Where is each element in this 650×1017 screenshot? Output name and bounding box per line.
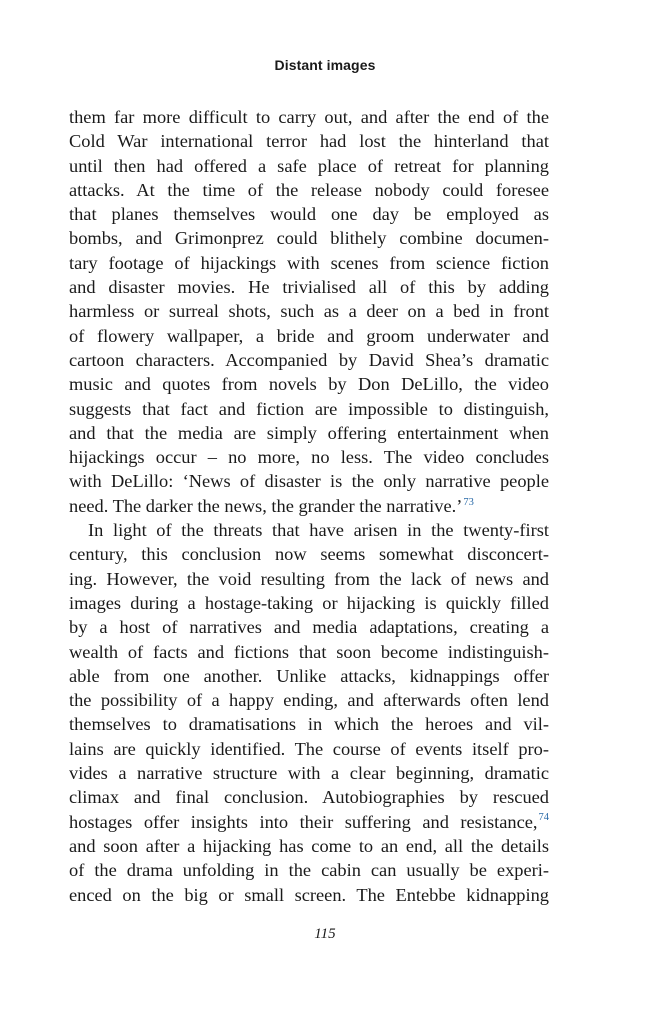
text-line: cartoon characters. Accompanied by David Shea’s dramatic: [69, 349, 549, 370]
text-line: and soon after a hijacking has come to an end, all the details: [69, 835, 549, 856]
text-line: the possibility of a happy ending, and afterwards often lend: [69, 690, 549, 711]
text-line: hijackings occur – no more, no less. The video concludes: [69, 447, 549, 468]
text-line: vides a narrative structure with a clear beginning, dramatic: [69, 763, 549, 784]
paragraph-end-line: [69, 494, 549, 518]
text-line: harmless or surreal shots, such as a deer on a bed in front: [69, 301, 549, 322]
text-line: bombs, and Grimonprez could blithely combine documen-: [69, 228, 549, 249]
text-line: with DeLillo: ‘News of disaster is the only narrative people: [69, 471, 549, 492]
text-line: and that the media are simply offering entertainment when: [69, 422, 549, 443]
paragraph-start-line: In light of the threats that have arisen in the twenty-first: [88, 520, 549, 541]
text-line-with-note: [69, 810, 549, 834]
text-line: century, this conclusion now seems somewhat disconcert-: [69, 544, 549, 565]
text-line: enced on the big or small screen. The Entebbe kidnapping: [69, 884, 549, 905]
text-line: tary footage of hijackings with scenes from science fiction: [69, 252, 549, 273]
text-line: by a host of narratives and media adaptations, creating a: [69, 617, 549, 638]
text-line: that planes themselves would one day be employed as: [69, 204, 549, 225]
text-line: of the drama unfolding in the cabin can usually be experi-: [69, 860, 549, 881]
text-line: and disaster movies. He trivialised all of this by adding: [69, 277, 549, 298]
text-line: of flowery wallpaper, a bride and groom underwater and: [69, 325, 549, 346]
text-line: images during a hostage-taking or hijacking is quickly filled: [69, 592, 549, 613]
text-line-content: need. The darker the news, the grander the narrative.’: [69, 495, 463, 516]
endnote-reference[interactable]: 74: [538, 812, 549, 824]
running-head: Distant images: [274, 57, 376, 73]
text-line: lains are quickly identified. The course of events itself pro-: [69, 738, 549, 759]
text-line-content: hostages offer insights into their suffering and resistance,: [69, 811, 538, 832]
page-number: 115: [314, 926, 336, 942]
text-line: themselves to dramatisations in which the heroes and vil-: [69, 714, 549, 735]
body-text: [69, 105, 549, 907]
text-line: until then had offered a safe place of retreat for planning: [69, 155, 549, 176]
text-line: music and quotes from novels by Don DeLillo, the video: [69, 374, 549, 395]
text-line: attacks. At the time of the release nobody could foresee: [69, 179, 549, 200]
text-line: Cold War international terror had lost the hinterland that: [69, 131, 549, 152]
text-line: climax and final conclusion. Autobiographies by rescued: [69, 787, 549, 808]
text-line: them far more difficult to carry out, and after the end of the: [69, 107, 549, 127]
text-line: able from one another. Unlike attacks, kidnappings offer: [69, 665, 549, 686]
text-line: suggests that fact and fiction are impossible to distinguish,: [69, 398, 549, 419]
text-line: wealth of facts and fictions that soon become indistinguish-: [69, 641, 549, 662]
endnote-reference[interactable]: 73: [463, 496, 474, 508]
text-line: ing. However, the void resulting from the lack of news and: [69, 568, 549, 589]
